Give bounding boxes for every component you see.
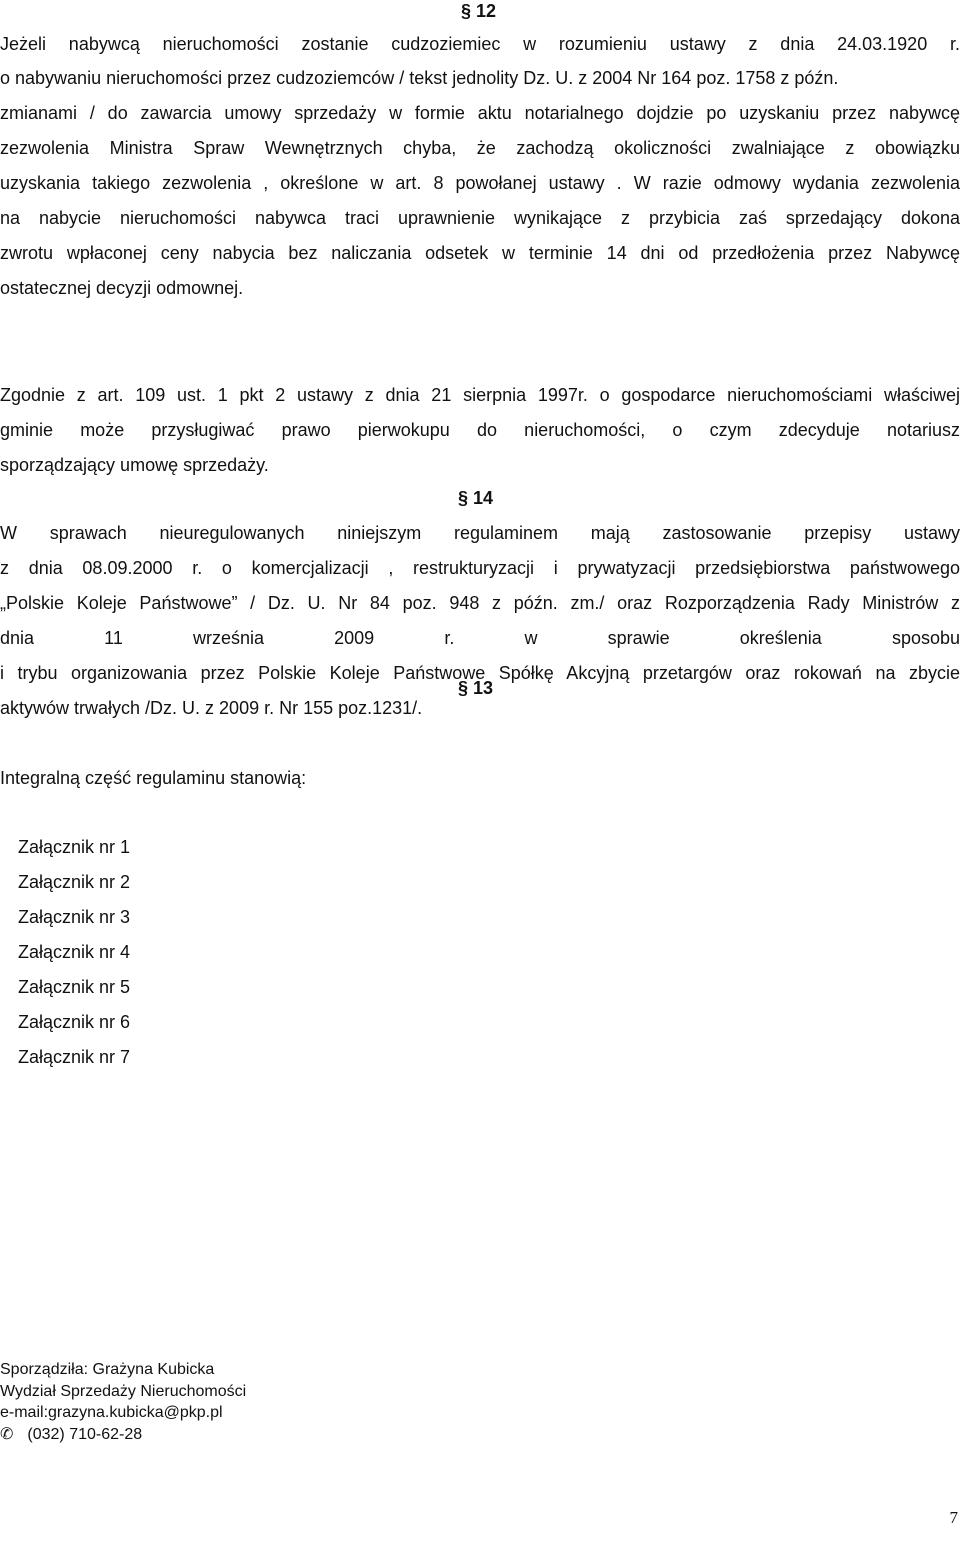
para14-line-2: z dnia 08.09.2000 r. o komercjalizacji , restrukturyzacji i prywatyzacji przedsiębiorstwa państwowego <box>0 558 960 578</box>
para14-line-3: „Polskie Koleje Państwowe” / Dz. U. Nr 84 poz. 948 z późn. zm./ oraz Rozporządzenia Rady Ministrów z <box>0 593 960 613</box>
para12-line-4: zezwolenia Ministra Spraw Wewnętrznych chyba, że zachodzą okoliczności zwalniające z obowiązku <box>0 138 960 158</box>
para12-line-2: o nabywaniu nieruchomości przez cudzoziemców / tekst jednolity Dz. U. z 2004 Nr 164 poz. 1758 z późn. <box>0 68 839 88</box>
para13-line-3: sporządzający umowę sprzedaży. <box>0 455 269 475</box>
footer-department: Wydział Sprzedaży Nieruchomości <box>0 1383 247 1400</box>
para12-line-5: uzyskania takiego zezwolenia , określone w art. 8 powołanej ustawy . W razie odmowy wydania zezwolenia <box>0 173 960 193</box>
para14-line-5: i trybu organizowania przez Polskie Koleje Państwowe Spółkę Akcyjną przetargów oraz rokowań na zbycie <box>0 663 960 683</box>
attachment-item: Załącznik nr 6 <box>18 1012 131 1032</box>
section-12-heading: § 12 <box>461 1 497 21</box>
phone-icon: ✆ <box>0 1424 14 1443</box>
para12-line-6: na nabycie nieruchomości nabywca traci uprawnienie wynikające z przybicia zaś sprzedający dokona <box>0 208 960 228</box>
footer-phone: (032) 710-62-28 <box>27 1426 143 1443</box>
attachment-item: Załącznik nr 4 <box>18 942 131 962</box>
integral-part-heading: Integralną część regulaminu stanowią: <box>0 768 307 788</box>
para14-line-4: dnia 11 września 2009 r. w sprawie określenia sposobu <box>0 628 960 648</box>
para12-line-3: zmianami / do zawarcia umowy sprzedaży w formie aktu notarialnego dojdzie po uzyskaniu przez nabywcę <box>0 103 960 123</box>
para14-line-6: aktywów trwałych /Dz. U. z 2009 r. Nr 155 poz.1231/. <box>0 698 423 718</box>
section-14-heading: § 14 <box>458 488 494 508</box>
footer-author: Sporządziła: Grażyna Kubicka <box>0 1361 215 1378</box>
page-number: 7 <box>949 1508 958 1527</box>
attachment-item: Załącznik nr 1 <box>18 837 131 857</box>
para12-line-8: ostatecznej decyzji odmownej. <box>0 278 244 298</box>
para12-line-7: zwrotu wpłaconej ceny nabycia bez naliczania odsetek w terminie 14 dni od przedłożenia przez Nabywcę <box>0 243 960 263</box>
attachment-item: Załącznik nr 5 <box>18 977 131 997</box>
attachment-item: Załącznik nr 2 <box>18 872 131 892</box>
attachment-item: Załącznik nr 7 <box>18 1047 131 1067</box>
attachment-item: Załącznik nr 3 <box>18 907 131 927</box>
footer-phone-row <box>0 1424 142 1445</box>
para14-line-1: W sprawach nieuregulowanych niniejszym regulaminem mają zastosowanie przepisy ustawy <box>0 523 960 543</box>
section-13-heading: § 13 <box>458 678 494 698</box>
footer-email: e-mail:grazyna.kubicka@pkp.pl <box>0 1404 223 1421</box>
para12-line-1: Jeżeli nabywcą nieruchomości zostanie cudzoziemiec w rozumieniu ustawy z dnia 24.03.1920 r. <box>0 34 960 54</box>
para13-line-2: gminie może przysługiwać prawo pierwokupu do nieruchomości, o czym zdecyduje notariusz <box>0 420 960 440</box>
para13-line-1: Zgodnie z art. 109 ust. 1 pkt 2 ustawy z dnia 21 sierpnia 1997r. o gospodarce nieruchomościami właściwej <box>0 385 960 405</box>
